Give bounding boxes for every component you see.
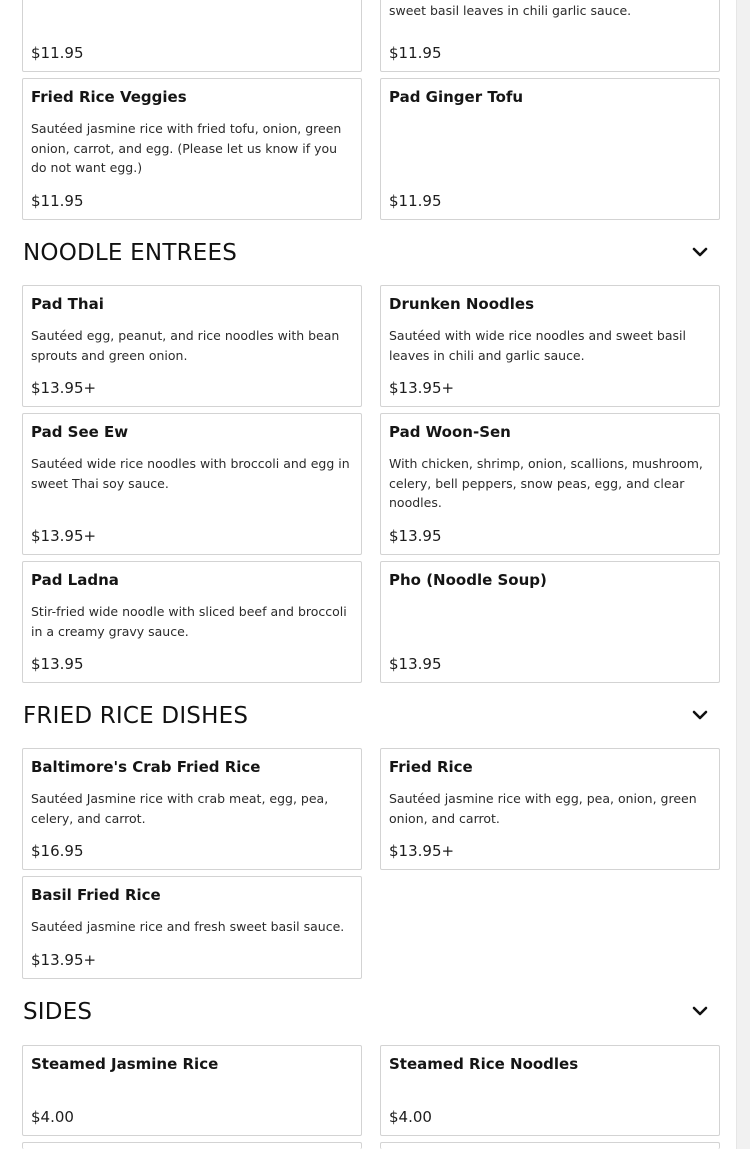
menu-item-name: Drunken Noodles — [389, 295, 534, 313]
menu-item-description: Sautéed jasmine rice with fried tofu, onion, green onion, carrot, and egg. (Please let us know if you do not want egg.) — [31, 121, 342, 175]
menu-item-description: Stir-fried wide noodle with sliced beef and broccoli in a creamy gravy sauce. — [31, 604, 347, 639]
menu-item-card[interactable] — [22, 561, 362, 683]
chevron-down-icon[interactable] — [690, 245, 710, 261]
menu-item-card[interactable] — [380, 78, 720, 220]
menu-item-card[interactable] — [22, 285, 362, 407]
menu-item-price: $13.95 — [389, 527, 442, 545]
menu-item-name: Pad Ladna — [31, 571, 119, 589]
menu-item-price: $13.95+ — [31, 527, 97, 545]
menu-item-price: $11.95 — [389, 192, 442, 210]
menu-item-name: Fried Rice — [389, 758, 473, 776]
menu-item-price: $13.95 — [389, 655, 442, 673]
menu-item-card[interactable] — [22, 78, 362, 220]
menu-item-name: Pad See Ew — [31, 423, 129, 441]
menu-item-name: Basil Fried Rice — [31, 886, 161, 904]
menu-item-card[interactable] — [22, 876, 362, 979]
section-title-sides: SIDES — [23, 999, 93, 1025]
menu-item-price: $11.95 — [389, 44, 442, 62]
menu-item-card[interactable] — [22, 1142, 362, 1149]
menu-item-price: $11.95 — [31, 192, 84, 210]
menu-item-card[interactable] — [22, 1045, 362, 1136]
menu-item-description: Sautéed jasmine rice and fresh sweet basil sauce. — [31, 919, 345, 934]
menu-item-card[interactable] — [380, 1142, 720, 1149]
menu-item-price: $13.95+ — [389, 379, 455, 397]
menu-item-price: $13.95+ — [31, 379, 97, 397]
menu-item-card[interactable] — [380, 413, 720, 555]
menu-item-name: Pad Thai — [31, 295, 104, 313]
section-title-noodle-entrees: NOODLE ENTREES — [23, 240, 238, 266]
menu-item-price: $13.95 — [31, 655, 84, 673]
menu-item-price: $4.00 — [389, 1108, 432, 1126]
menu-item-name: Pad Ginger Tofu — [389, 88, 524, 106]
menu-item-description: Sautéed Jasmine rice with crab meat, egg, pea, celery, and carrot. — [31, 791, 329, 826]
menu-item-card[interactable] — [22, 748, 362, 870]
menu-item-description: Sautéed jasmine rice with egg, pea, onion, green onion, and carrot. — [389, 791, 697, 826]
menu-item-price: $16.95 — [31, 842, 84, 860]
menu-item-price: $4.00 — [31, 1108, 74, 1126]
menu-item-card[interactable] — [380, 285, 720, 407]
menu-item-card[interactable] — [380, 1045, 720, 1136]
menu-item-name: Steamed Jasmine Rice — [31, 1055, 219, 1073]
menu-item-description: With chicken, shrimp, onion, scallions, mushroom, celery, bell peppers, snow peas, egg, and clear noodles. — [389, 456, 703, 510]
menu-item-card[interactable] — [380, 0, 720, 72]
menu-item-card[interactable] — [380, 748, 720, 870]
section-title-fried-rice-dishes: FRIED RICE DISHES — [23, 703, 249, 729]
menu-item-card[interactable] — [22, 413, 362, 555]
menu-item-description: Sautéed with wide rice noodles and sweet basil leaves in chili and garlic sauce. — [389, 328, 686, 363]
menu-item-card[interactable] — [22, 0, 362, 72]
menu-item-price: $13.95+ — [31, 951, 97, 969]
menu-item-name: Pad Woon-Sen — [389, 423, 511, 441]
menu-item-price: $11.95 — [31, 44, 84, 62]
menu-item-name: Fried Rice Veggies — [31, 88, 187, 106]
menu-item-description: Sautéed wide rice noodles with broccoli and egg in sweet Thai soy sauce. — [31, 456, 350, 491]
menu-item-description: sweet basil leaves in chili garlic sauce. — [389, 2, 632, 18]
chevron-down-icon[interactable] — [690, 1004, 710, 1020]
menu-item-name: Steamed Rice Noodles — [389, 1055, 579, 1073]
menu-item-name: Baltimore's Crab Fried Rice — [31, 758, 261, 776]
menu-item-card[interactable] — [380, 561, 720, 683]
menu-item-name: Pho (Noodle Soup) — [389, 571, 547, 589]
menu-item-price: $13.95+ — [389, 842, 455, 860]
chevron-down-icon[interactable] — [690, 708, 710, 724]
page-scrollbar[interactable] — [736, 0, 750, 1149]
menu-item-description: Sautéed egg, peanut, and rice noodles with bean sprouts and green onion. — [31, 328, 340, 363]
